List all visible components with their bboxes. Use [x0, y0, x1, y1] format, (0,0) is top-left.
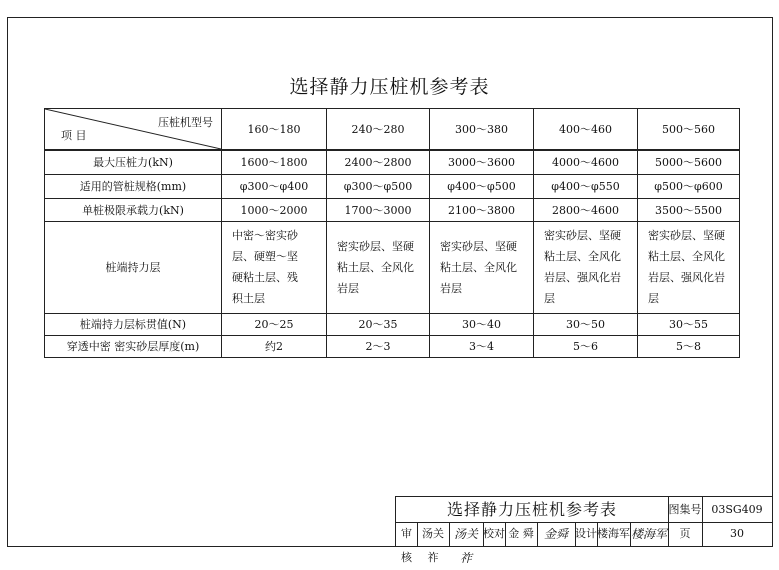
table-cell: 3000～3600 — [430, 150, 534, 174]
cell-line: 层 — [544, 292, 555, 305]
table-cell: 5～6 — [534, 335, 638, 357]
column-header: 240～280 — [327, 109, 430, 151]
row-label: 最大压桩力(kN) — [45, 150, 222, 174]
design-label: 设计 — [575, 522, 598, 546]
table-row — [45, 335, 740, 357]
check-label: 校对 — [483, 522, 506, 546]
page-title: 选择静力压桩机参考表 — [289, 76, 490, 98]
column-header: 300～380 — [430, 109, 534, 151]
table-row — [45, 221, 740, 313]
checker-name: 金 舜 — [505, 522, 538, 546]
table-cell: φ300～φ500 — [327, 174, 430, 198]
table-cell: 1700～3000 — [327, 198, 430, 221]
table-row — [45, 150, 740, 174]
reference-table — [44, 108, 740, 358]
table-cell: 20～25 — [222, 313, 327, 335]
table-cell: 20～35 — [327, 313, 430, 335]
table-cell: 2～3 — [327, 335, 430, 357]
cell-line: 粘土层、全风化 — [544, 250, 621, 263]
column-header: 400～460 — [534, 109, 638, 151]
cell-line: 硬粘土层、残 — [232, 271, 298, 284]
table-row — [45, 198, 740, 221]
review-label: 审核 — [396, 522, 418, 546]
table-cell: φ500～φ600 — [638, 174, 740, 198]
table-cell: 30～50 — [534, 313, 638, 335]
cell-line: 岩层 — [337, 281, 359, 295]
cell-line: 积土层 — [232, 292, 265, 305]
cell-line: 岩层、强风化岩 — [648, 271, 725, 284]
table-cell-multiline — [430, 221, 534, 313]
table-row — [45, 174, 740, 198]
table-cell: 2800～4600 — [534, 198, 638, 221]
cell-line: 层、硬塑～坚 — [232, 250, 298, 263]
table-cell: 5000～5600 — [638, 150, 740, 174]
header-item-label: 项 目 — [61, 129, 87, 142]
table-cell: 2400～2800 — [327, 150, 430, 174]
cell-line: 密实砂层、坚硬 — [440, 239, 517, 253]
table-cell: 1600～1800 — [222, 150, 327, 174]
title-block — [395, 496, 773, 565]
table-cell: 5～8 — [638, 335, 740, 357]
table-cell: 30～40 — [430, 313, 534, 335]
table-cell: 2100～3800 — [430, 198, 534, 221]
page-number: 30 — [730, 527, 744, 540]
cell-line: 岩层、强风化岩 — [544, 271, 621, 284]
table-header-row — [45, 109, 740, 151]
column-header: 160～180 — [222, 109, 327, 151]
row-label: 桩端持力层标贯值(N) — [45, 313, 222, 335]
row-label: 穿透中密 密实砂层厚度(m) — [45, 335, 222, 357]
reviewer-name: 汤关祚 — [417, 522, 450, 546]
row-label: 桩端持力层 — [45, 221, 222, 313]
designer-signature: 楼海军 — [630, 522, 669, 546]
table-cell: φ400～φ500 — [430, 174, 534, 198]
table-cell: 3～4 — [430, 335, 534, 357]
table-cell: 1000～2000 — [222, 198, 327, 221]
atlas-number: 03SG409 — [702, 497, 772, 523]
table-cell: φ400～φ550 — [534, 174, 638, 198]
table-cell-multiline — [534, 221, 638, 313]
table-cell: 4000～4600 — [534, 150, 638, 174]
table-cell: 3500～5500 — [638, 198, 740, 221]
table-row — [45, 313, 740, 335]
table-cell: φ300～φ400 — [222, 174, 327, 198]
table-cell-multiline — [222, 221, 327, 313]
header-model-label: 压桩机型号 — [158, 116, 213, 129]
title-block-title: 选择静力压桩机参考表 — [396, 497, 669, 523]
table-cell-multiline — [638, 221, 740, 313]
cell-line: 粘土层、全风化 — [648, 250, 725, 263]
cell-line: 粘土层、全风化 — [440, 260, 517, 274]
reviewer-signature: 汤关祚 — [449, 522, 484, 546]
column-header: 500～560 — [638, 109, 740, 151]
table-cell: 约2 — [222, 335, 327, 357]
cell-line: 粘土层、全风化 — [337, 260, 414, 274]
cell-line: 层 — [648, 292, 659, 305]
cell-line: 密实砂层、坚硬 — [544, 229, 621, 242]
row-label: 适用的管桩规格(mm) — [45, 174, 222, 198]
checker-signature: 金舜 — [537, 522, 576, 546]
table-cell: 30～55 — [638, 313, 740, 335]
cell-line: 密实砂层、坚硬 — [337, 239, 414, 253]
page-label: 页 — [668, 522, 703, 546]
atlas-label: 图集号 — [668, 497, 703, 523]
cell-line: 密实砂层、坚硬 — [648, 229, 725, 242]
cell-line: 岩层 — [440, 281, 462, 295]
designer-name: 楼海军 — [597, 522, 631, 546]
row-label: 单桩极限承载力(kN) — [45, 198, 222, 221]
cell-line: 中密～密实砂 — [232, 229, 298, 242]
table-cell-multiline — [327, 221, 430, 313]
header-corner-cell — [45, 109, 222, 151]
